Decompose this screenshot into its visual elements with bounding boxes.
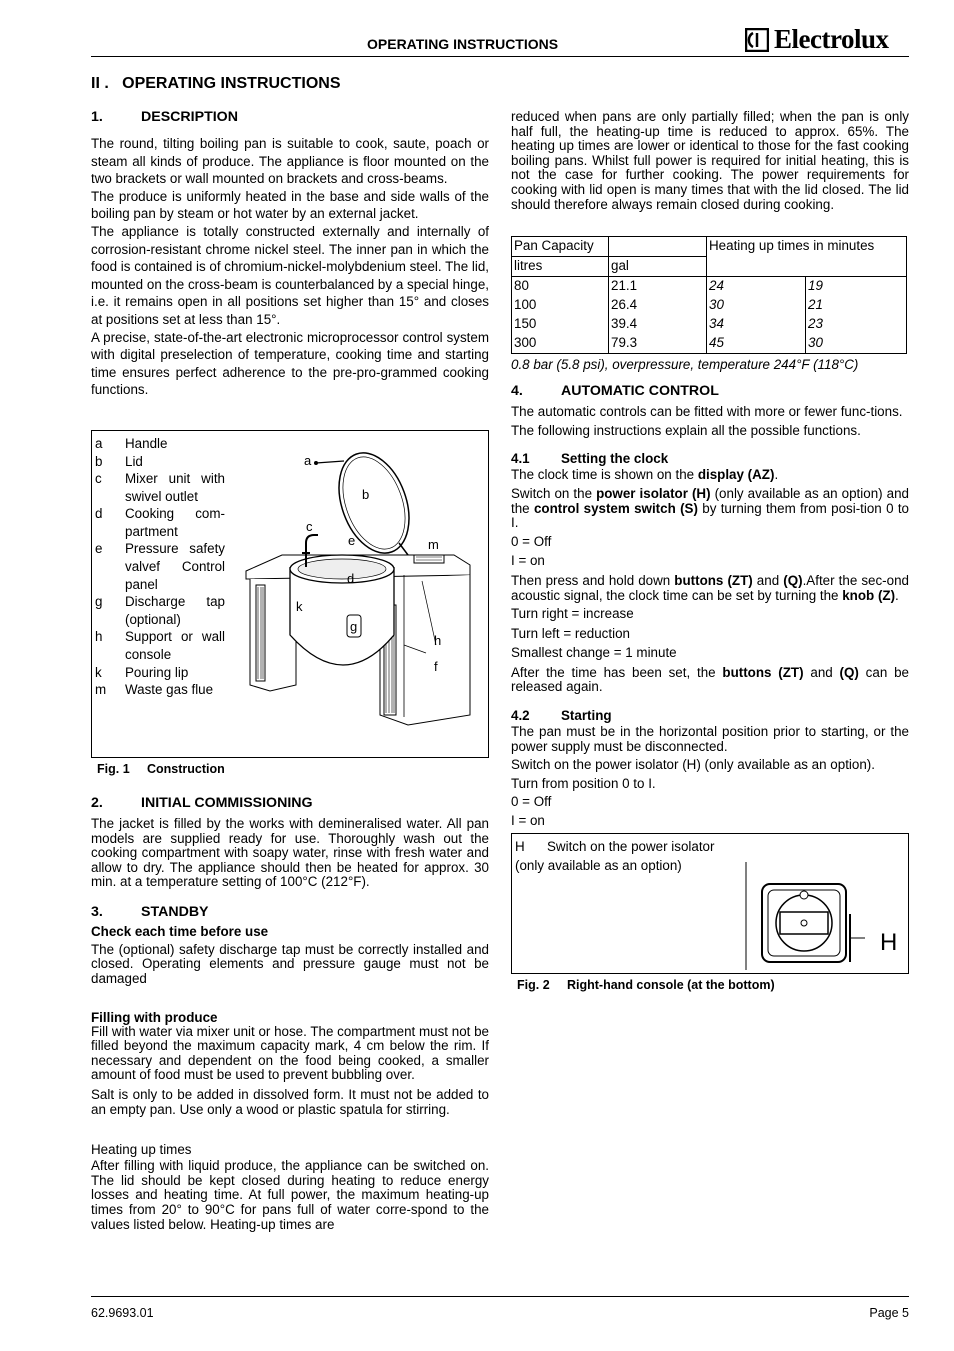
callout-f: f [434,658,438,674]
document-number: 62.9693.01 [91,1306,154,1320]
legend-item: d Cooking com-partment [95,506,225,539]
paragraph: The round, tilting boiling pan is suitable to cook, saute, poach or steam all kinds of produce. The appliance is floor mounted on the two brackets or wall mounted on brackets and cross-beams. [91,136,489,187]
power-isolator-switch-illustration [740,850,910,970]
header-title: OPERATING INSTRUCTIONS [367,36,559,52]
paragraph: After filling with liquid produce, the appliance can be switched on. The lid should be kept closed during heating to reduce energy losses and heating time. At full power, the maximum heating-up times from 20° to 90°C for pans full of water corre-spond to the values listed below. Heating-up times are [91,1158,489,1232]
page-number: Page 5 [869,1306,909,1320]
paragraph: Salt is only to be added in dissolved form. It must not be added to an empty pan. Use only a wood or plastic spatula for stirring. [91,1087,489,1117]
heading-text: DESCRIPTION [141,109,238,125]
paragraph: The produce is uniformly heated in the base and side walls of the boiling pan by steam or hot water by an external jacket. [91,188,489,222]
callout-e: e [348,532,356,548]
paragraph: 0 = Off [511,794,552,810]
heading-initial-commissioning: 2. INITIAL COMMISSIONING [91,794,313,811]
paragraph: Turn from position 0 to I. [511,775,656,791]
table-row: 100 26.4 30 21 [512,296,907,315]
brand-logo [745,24,888,55]
paragraph: I = on [511,553,545,569]
figure-caption: Fig. 1 Construction [97,761,225,776]
legend-item: c Mixer unit with swivel outlet [95,471,225,504]
paragraph: The clock time is shown on the display (AZ). [511,467,779,483]
paragraph: Then press and hold down buttons (ZT) and (Q).After the sec-ond acoustic signal, the clock time can be set by turning the knob (Z). [511,572,909,603]
callout-c: c [306,518,313,534]
heading-description [91,109,489,125]
table-row: 300 79.3 45 30 [512,334,907,354]
legend-item: k Pouring lip [95,664,189,680]
paragraph: A precise, state-of-the-art electronic microprocessor control system with digital preselection of temperature, cooking time and starting time ensures perfect adherence to the pre-pro-grammed cooking functions. [91,329,489,398]
figure-text: H Switch on the power isolator (only available as an option) [515,838,715,873]
paragraph: The automatic controls can be fitted with more or fewer func-tions. [511,404,903,420]
table-note: 0.8 bar (5.8 psi), overpressure, temperature 244°F (118°C) [511,357,859,373]
heading-number: 1. [91,109,103,125]
footer-rule [91,1296,909,1297]
paragraph: I = on [511,813,545,829]
figure-caption: Fig. 2 Right-hand console (at the bottom) [517,977,775,992]
brand-name: Electrolux [774,24,889,54]
callout-g: g [350,618,358,634]
heading-setting-clock: 4.1 Setting the clock [511,451,669,467]
legend-item: g Discharge tap (optional) [95,594,225,627]
legend-item: e Pressure safety valvef Control panel [95,541,225,592]
heading-starting: 4.2 Starting [511,708,612,724]
callout-h: H [880,928,898,956]
callout-b: b [362,486,370,502]
paragraph: The pan must be in the horizontal position prior to starting, or the power supply must be disconnected. [511,724,909,754]
legend-item: h Support or wall console [95,629,225,663]
paragraph: Turn left = reduction [511,625,630,641]
figure-right-console [511,833,909,974]
header-rule [91,56,909,57]
paragraph: Switch on the power isolator (H) (only available as an option). [511,757,875,773]
boiling-pan-illustration [244,445,484,735]
legend-item: m Waste gas flue [95,682,214,698]
legend-item: b Lid [95,453,143,469]
table-row: 150 39.4 34 23 [512,315,907,334]
paragraph: The following instructions explain all the possible functions. [511,422,861,438]
section-title: II . OPERATING INSTRUCTIONS [91,75,341,92]
callout-m: m [428,536,439,552]
figure-construction [91,430,489,758]
table-header: gal [609,257,707,277]
paragraph: The appliance is totally constructed externally and internally of corrosion-resistant chrome nickel steel. The inner pan in which the food is contained is of chromium-nickel-molybdenium steel. The lid, mounted on the cross-beam is counterbalanced by a special hinge, i.e. it remains open in all positions set higher than 15° and closes at positions set at less than 15°. [91,223,489,327]
callout-h: h [434,632,442,648]
table-header: litres [512,257,609,277]
callout-a: a [304,452,312,468]
paragraph: After the time has been set, the buttons (ZT) and (Q) can be released again. [511,664,909,695]
callout-k: k [296,598,303,614]
table-header: Pan Capacity [512,237,609,257]
paragraph: The (optional) safety discharge tap must be correctly installed and closed. Operating elements and pressure gauge must not be damaged [91,941,489,987]
paragraph: Switch on the power isolator (H) (only available as an option) and the control system switch (S) by turning them from posi-tion 0 to I. [511,485,909,531]
callout-d: d [347,570,355,586]
table-row: 80 21.1 24 19 [512,277,907,297]
subheading: Heating up times [91,1142,192,1158]
figure-legend [95,435,225,699]
legend-item: a Handle [95,435,168,451]
right-column [511,110,909,992]
heading-standby: 3. STANDBY [91,903,209,920]
paragraph: Fill with water via mixer unit or hose. The compartment must not be filled beyond the maximum capacity mark, 4 cm below the rim. If necessary and dependent on the food being cooked, a smaller amount of food must be used to prevent bubbling over. [91,1023,489,1083]
paragraph: reduced when pans are only partially filled; when the pan is only half full, the heating-up time is reduced to approx. 65%. The heating up times are lower or identical to those for the fast cooking boiling pans. Whilst full power is required for initial heating, this is not the case for further cooking. The power requirements for cooking with lid open is many times that with the lid closed. The lid should therefore always remain closed during cooking. [511,109,909,212]
paragraph: The jacket is filled by the works with demineralised water. All pan models are supplied ready for use. Thoroughly wash out the cooking compartment with soapy water, rinse with fresh water and allow to dry. The appliance should then be heated for approx. 30 min. at a temperature setting of 100°C (212°F). [91,815,489,890]
paragraph: 0 = Off [511,533,552,549]
paragraph: Smallest change = 1 minute [511,645,677,661]
subheading: Check each time before use [91,923,269,939]
electrolux-logo-icon [745,28,769,52]
left-column [91,75,489,1232]
paragraph: Turn right = increase [511,606,634,622]
subheading: Filling with produce [91,1009,218,1025]
table-header: Heating up times in minutes [707,237,907,277]
heating-times-table [511,236,907,354]
heading-automatic-control: 4. AUTOMATIC CONTROL [511,383,719,400]
